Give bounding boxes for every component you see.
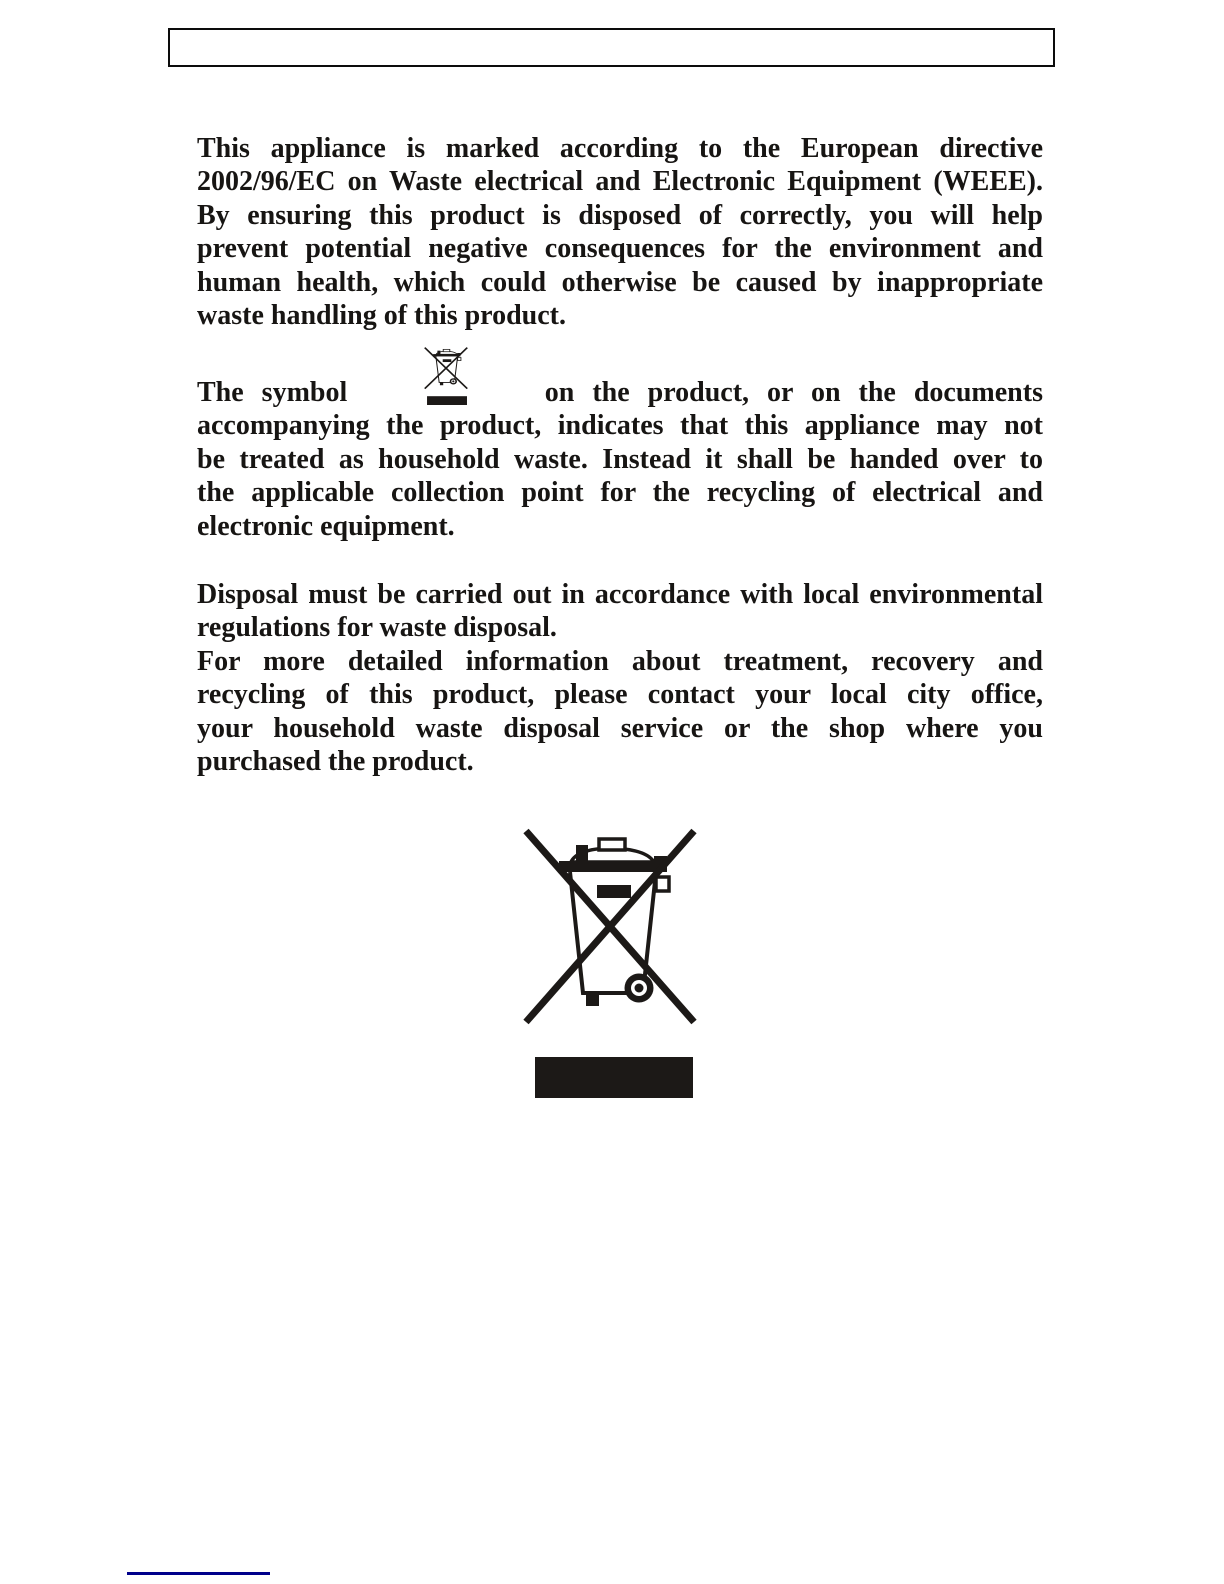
paragraph-disposal-info [197, 578, 1043, 778]
header-box [168, 28, 1055, 67]
text-line: waste handling of this product. [197, 299, 567, 331]
text-line: Disposal must be carried out in accordance with local environmental [197, 579, 1043, 610]
text-line: purchased the product. [197, 745, 474, 777]
weee-crossed-out-wheelie-bin-icon-large [523, 828, 697, 1098]
text-line: prevent potential negative consequences for the environment and [197, 233, 1043, 265]
weee-crossed-out-wheelie-bin-icon [424, 347, 468, 405]
text-line: be treated as household waste. Instead it shall be handed over to [197, 443, 1043, 475]
text-line: regulations for waste disposal. [197, 612, 557, 644]
text-line: This appliance is marked according to the European directive [197, 133, 1043, 164]
text-segment: The symbol [197, 377, 348, 408]
text-line: For more detailed information about treatment, recovery and [197, 645, 1043, 677]
paragraph-symbol-meaning [197, 376, 1043, 543]
text-line: your household waste disposal service or the shop where you [197, 712, 1043, 744]
text-line: 2002/96/EC on Waste electrical and Electronic Equipment (WEEE). [197, 166, 1043, 198]
text-line: By ensuring this product is disposed of correctly, you will help [197, 199, 1043, 231]
paragraph-weee-directive [197, 132, 1043, 332]
footer-underline [127, 1572, 270, 1575]
text-line: the applicable collection point for the recycling of electrical and [197, 477, 1043, 509]
text-segment: on the product, or on the documents [544, 377, 1043, 408]
text-line: accompanying the product, indicates that this appliance may not [197, 410, 1043, 442]
text-line-with-symbol [197, 376, 1043, 409]
text-line: human health, which could otherwise be caused by inappropriate [197, 266, 1043, 298]
text-line: electronic equipment. [197, 510, 455, 542]
text-line: recycling of this product, please contact your local city office, [197, 679, 1043, 711]
